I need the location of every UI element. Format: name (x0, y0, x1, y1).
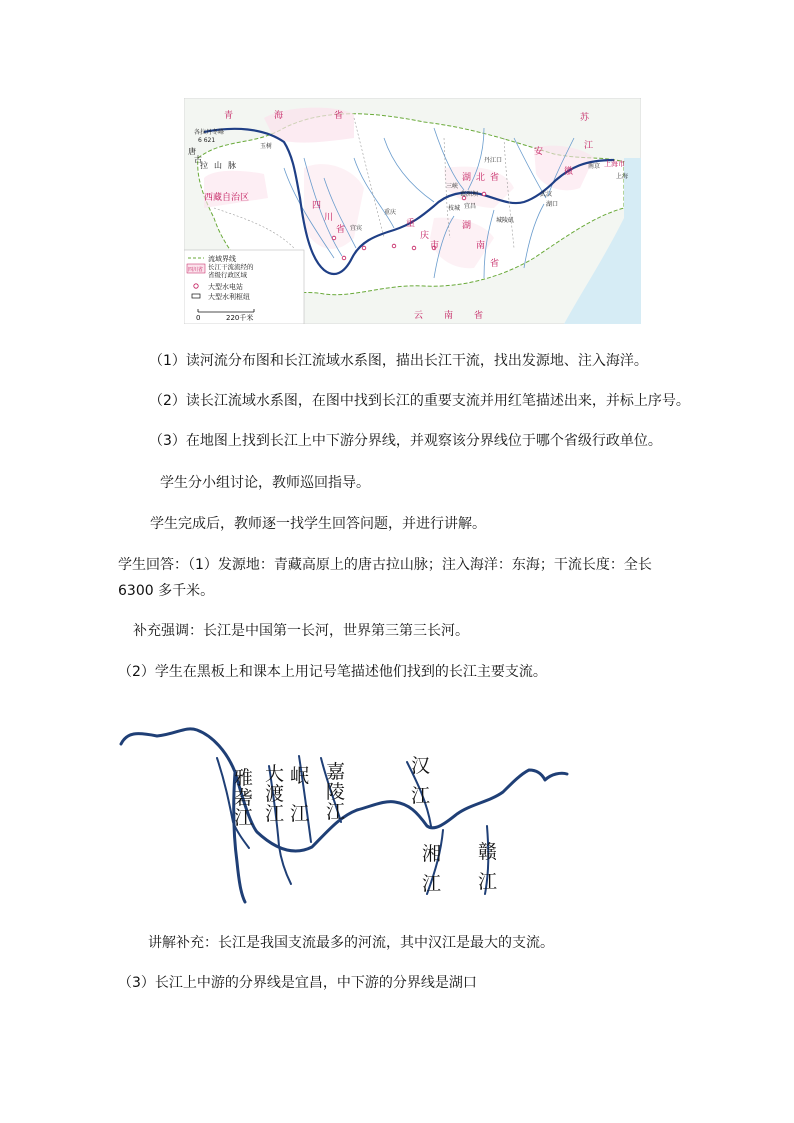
explanation-note: 讲解补充：长江是我国支流最多的河流，其中汉江是最大的支流。 (148, 935, 554, 951)
sketch-label-min: 岷 (290, 765, 310, 787)
sketch-label-jialing: 陵 (326, 781, 346, 803)
sketch-label-yalong: 江 (234, 807, 254, 829)
map-place-label: 丹江口 (484, 157, 503, 164)
map-place-label: 宜宾 (350, 225, 363, 232)
answer-1-line-2: 6300 多千米。 (118, 583, 215, 599)
sketch-label-jialing: 江 (326, 801, 346, 823)
map-place-label: 脉 (228, 161, 236, 170)
sketch-label-dadu: 大 (265, 763, 285, 785)
sketch-label-xiang: 湘 (422, 843, 442, 865)
sketch-label-han: 江 (411, 785, 431, 807)
map-label: 徽 (564, 167, 574, 177)
legend-province-desc-2: 省级行政区域 (208, 271, 247, 279)
map-label: 江 (584, 141, 594, 151)
map-label: 苏 (580, 113, 590, 123)
sketch-label-dadu: 渡 (265, 783, 285, 805)
tributary-sketch (117, 722, 573, 904)
map-place-label: 古 (194, 155, 202, 164)
map-label: 西藏自治区 (204, 193, 250, 203)
legend-province-swatch: 四川省 (188, 267, 204, 273)
map-place-label: 重庆 (384, 209, 397, 216)
map-label: 云 (414, 311, 424, 321)
map-label: 南 (444, 311, 454, 321)
map-label: 北 (476, 173, 486, 183)
sketch-label-min: 江 (290, 803, 310, 825)
map-label: 海 (274, 111, 284, 121)
map-label: 南 (476, 241, 486, 251)
map-place-label: 南京 (588, 163, 601, 170)
legend-hydro-hub: 大型水利枢纽 (208, 293, 250, 301)
sketch-label-yalong: 砻 (234, 787, 254, 809)
sketch-label-gan: 赣 (478, 841, 498, 863)
question-1: （1）读河流分布图和长江流域水系图，描出长江干流，找出发源地、注入海洋。 (149, 353, 648, 369)
question-2: （2）读长江流域水系图，在图中找到长江的重要支流并用红笔描述出来，并标上序号。 (149, 393, 690, 409)
sketch-label-jialing: 嘉 (326, 761, 346, 783)
yangtze-basin-map (184, 98, 641, 324)
map-place-label: 葛洲坝 (460, 191, 479, 198)
supplement-note: 补充强调：长江是中国第一长河，世界第三第三长河。 (133, 623, 469, 639)
map-place-label: 6 621 (198, 137, 216, 144)
map-label: 庆 (420, 231, 430, 241)
map-label: 重 (406, 219, 416, 229)
map-place-label: 枝城 (448, 205, 461, 212)
map-place-label: 武汉 (540, 191, 553, 198)
map-place-label: 宜昌 (464, 203, 477, 210)
legend-hydro-station: 大型水电站 (208, 283, 243, 291)
discussion-note: 学生分小组讨论，教师巡回指导。 (160, 475, 370, 491)
map-label: 省 (336, 225, 346, 235)
map-label: 省 (334, 111, 344, 121)
map-label: 省 (490, 259, 500, 269)
answer-1-line-1: 学生回答：（1）发源地：青藏高原上的唐古拉山脉；注入海洋：东海；干流长度：全长 (118, 557, 652, 573)
map-place-label: 玉树 (260, 143, 273, 150)
map-label: 湖 (462, 173, 472, 183)
sketch-label-han: 汉 (411, 755, 431, 777)
map-label: 青 (224, 111, 234, 121)
map-label: 省 (490, 173, 500, 183)
map-place-label: 各拉丹冬峰 (194, 129, 225, 136)
map-place-label: 上海 (616, 173, 629, 180)
map-label: 四 (312, 201, 322, 211)
map-label: 省 (474, 311, 484, 321)
question-3: （3）在地图上找到长江上中下游分界线，并观察该分界线位于哪个省级行政单位。 (149, 433, 662, 449)
legend-scale-zero: 0 (196, 314, 201, 322)
answer-2: （2）学生在黑板上和课本上用记号笔描述他们找到的长江主要支流。 (118, 664, 547, 680)
legend-province-desc-1: 长江干流流经的 (208, 263, 254, 271)
map-place-label: 湖口 (546, 201, 559, 208)
map-place-label: 三峡 (446, 183, 459, 190)
map-place-label: 城陵矶 (496, 217, 515, 224)
sketch-label-xiang: 江 (422, 873, 442, 895)
map-place-label: 上海市 (604, 160, 625, 168)
map-place-label: 山 (214, 161, 222, 170)
map-label: 湖 (462, 221, 472, 231)
answer-3: （3）长江上中游的分界线是宜昌，中下游的分界线是湖口 (118, 975, 477, 991)
sketch-label-yalong: 雅 (234, 767, 254, 789)
answer-intro: 学生完成后，教师逐一找学生回答问题，并进行讲解。 (150, 516, 486, 532)
map-place-label: 拉 (200, 161, 208, 170)
legend-basin-boundary: 流域界线 (208, 255, 236, 263)
map-place-label: 唐 (188, 147, 196, 156)
sketch-label-dadu: 江 (265, 803, 285, 825)
map-label: 安 (534, 147, 544, 157)
legend-scale-value: 220千米 (226, 314, 254, 322)
sketch-label-gan: 江 (478, 871, 498, 893)
map-label: 市 (430, 241, 440, 251)
map-label: 川 (324, 213, 334, 223)
